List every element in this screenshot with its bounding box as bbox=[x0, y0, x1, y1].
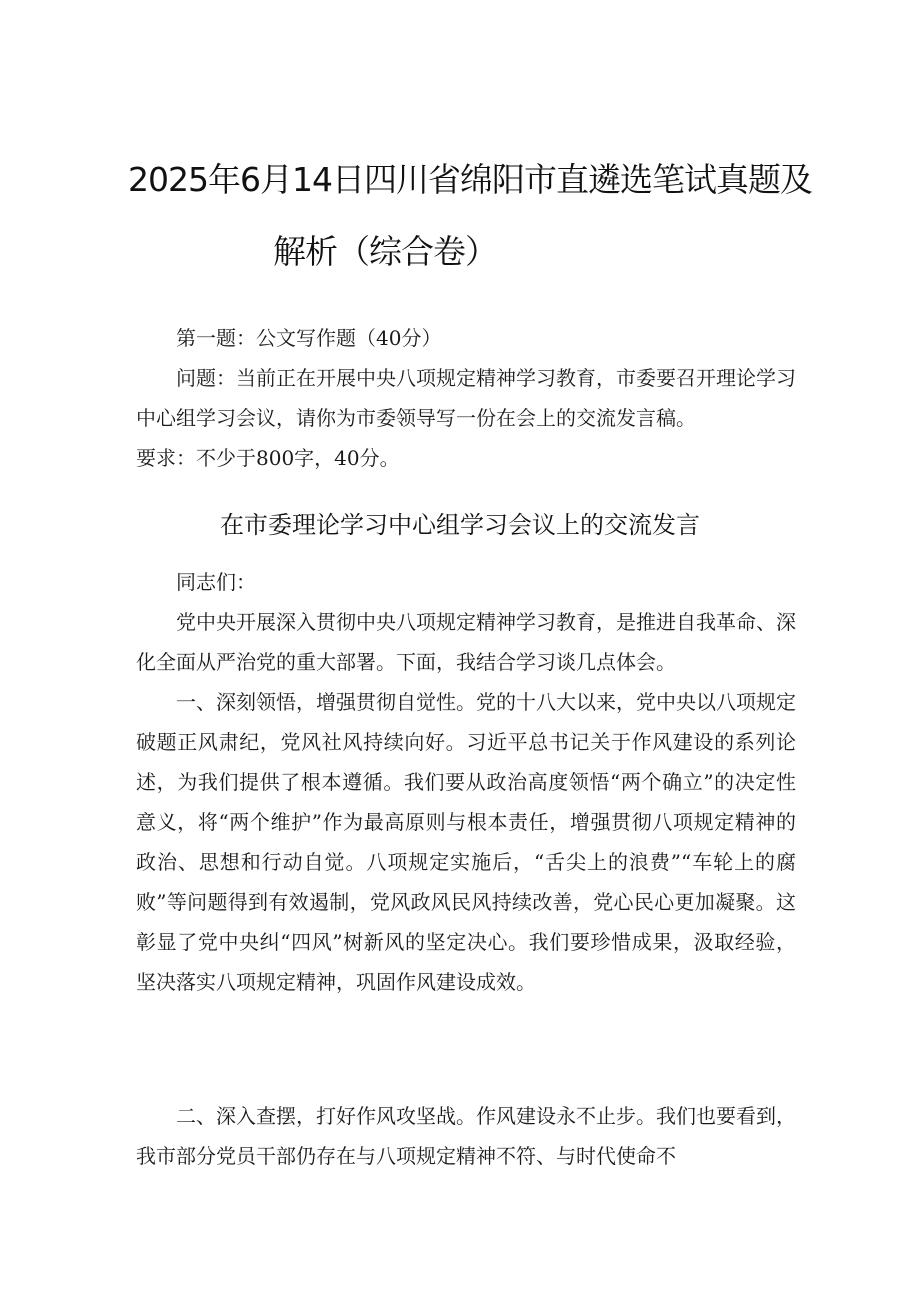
speech-body bbox=[136, 562, 796, 1002]
speech-intro: 党中央开展深入贯彻中央八项规定精神学习教育，是推进自我革命、深化全面从严治党的重大部署。下面，我结合学习谈几点体会。 bbox=[136, 610, 796, 674]
speech-point-1: 一、深刻领悟，增强贯彻自觉性。党的十八大以来，党中央以八项规定破题正风肃纪，党风社风持续向好。习近平总书记关于作风建设的系列论述，为我们提供了根本遵循。我们要从政治高度领悟“两个确立”的决定性意义，将“两个维护”作为最高原则与根本责任，增强贯彻八项规定精神的政治、思想和行动自觉。八项规定实施后，“舌尖上的浪费”“车轮上的腐败”等问题得到有效遏制，党风政风民风持续改善，党心民心更加凝聚。这彰显了党中央纠“四风”树新风的坚定决心。我们要珍惜成果，汲取经验，坚决落实八项规定精神，巩固作风建设成效。 bbox=[136, 690, 796, 994]
speech-body-continued bbox=[136, 1096, 796, 1176]
question-heading: 第一题：公文写作题（40分） bbox=[176, 326, 442, 350]
document-title-line1: 2025年6月14日四川省绵阳市直遴选笔试真题及 bbox=[128, 160, 812, 199]
document-title-line2: 解析（综合卷） bbox=[273, 232, 497, 271]
speech-point-2: 二、深入查摆，打好作风攻坚战。作风建设永不止步。我们也要看到，我市部分党员干部仍存在与八项规定精神不符、与时代使命不 bbox=[136, 1104, 796, 1168]
question-prompt: 问题：当前正在开展中央八项规定精神学习教育，市委要召开理论学习中心组学习会议，请你为市委领导写一份在会上的交流发言稿。 bbox=[136, 366, 796, 430]
speech-title: 在市委理论学习中心组学习会议上的交流发言 bbox=[220, 511, 700, 539]
question-requirement: 要求：不少于800字，40分。 bbox=[136, 446, 400, 470]
speech-salutation: 同志们： bbox=[176, 570, 256, 594]
question-block bbox=[136, 318, 796, 478]
